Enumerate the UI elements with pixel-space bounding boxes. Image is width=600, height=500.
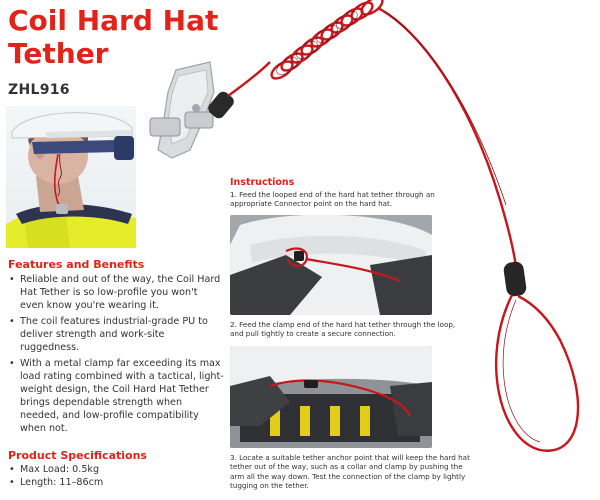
tether-loop-image [496, 295, 578, 451]
product-title-line1: Coil Hard Hat [8, 4, 219, 37]
specs-list [8, 463, 208, 489]
instructions-heading: Instructions [230, 177, 295, 188]
instruction-image-2 [230, 346, 432, 448]
feature-item: • With a metal clamp far exceeding its max load rating combined with a tactical, light-weight design, the Coil Hard Hat Tether brings dependable strength when needed, and low-profile compatibility when not. [8, 357, 224, 435]
feature-item: • The coil features industrial-grade PU to deliver strength and work-site ruggedness. [8, 315, 224, 354]
coil-image [228, 0, 385, 96]
specs-heading: Product Specifications [8, 449, 147, 462]
features-heading: Features and Benefits [8, 258, 145, 271]
spec-max-load: • Max Load: 0.5kg [8, 463, 208, 476]
feature-item: • Reliable and out of the way, the Coil Hard Hat Tether is so low-profile you won't even know you're wearing it. [8, 273, 224, 312]
spec-length: • Length: 11–86cm [8, 476, 208, 489]
instruction-photo-1 [230, 215, 432, 315]
instruction-step-2: 2. Feed the clamp end of the hard hat tether through the loop, and pull tightly to create a secure connection. [230, 320, 456, 339]
hard-hat-wearer-photo [6, 106, 136, 248]
instruction-image-1 [230, 215, 432, 315]
metal-clamp-image [150, 62, 214, 158]
product-title-line2: Tether [8, 37, 109, 70]
instruction-photo-2 [230, 346, 432, 448]
features-list [8, 273, 224, 438]
product-sku: ZHL916 [8, 82, 70, 98]
instruction-step-3: 3. Locate a suitable tether anchor point that will keep the hard hat tether out of the way, such as a collar and clamp by pushing the arm all the way down. Test the connection of the clamp by lightly tugging on the tether. [230, 453, 470, 491]
hard-hat-wearer-image [6, 106, 136, 248]
instruction-step-1: 1. Feed the looped end of the hard hat tether through an appropriate Connector point on the hard hat. [230, 190, 435, 209]
